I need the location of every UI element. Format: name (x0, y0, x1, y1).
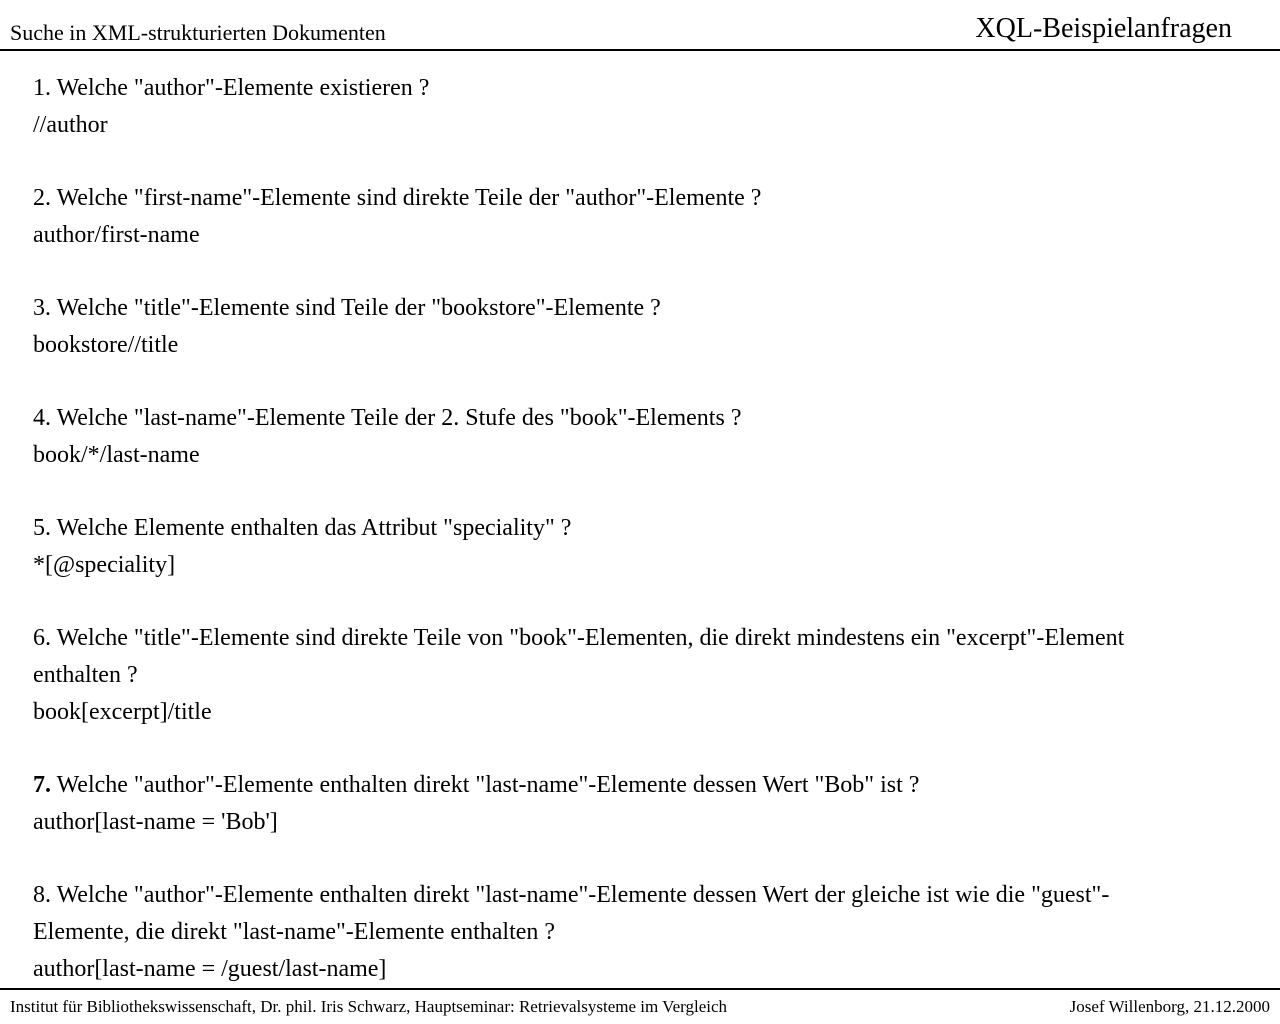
query-2: author/first-name (33, 222, 200, 248)
query-5: *[@speciality] (33, 552, 176, 578)
item-number-8: 8. (33, 882, 51, 908)
item-number-2: 2. (33, 185, 51, 211)
question-8 (33, 877, 1183, 951)
item-number-5: 5. (33, 515, 51, 541)
question-text-4: Welche "last-name"-Elemente Teile der 2. Stufe des "book"-Elements ? (56, 405, 742, 431)
query-6: book[excerpt]/title (33, 699, 212, 725)
slide-content (0, 51, 1280, 988)
question-text-7: Welche "author"-Elemente enthalten direkt "last-name"-Elemente dessen Wert "Bob" ist ? (56, 772, 920, 798)
question-text-1: Welche "author"-Elemente existieren ? (56, 75, 430, 101)
question-3 (33, 290, 1183, 327)
header-left-title: Suche in XML-strukturierten Dokumenten (10, 19, 386, 45)
item-number-7: 7. (33, 772, 51, 798)
item-number-6: 6. (33, 625, 51, 651)
qa-item-2 (33, 180, 1183, 254)
question-text-6: Welche "title"-Elemente sind direkte Teile von "book"-Elementen, die direkt mindestens ein "excerpt"-Element enthalten ? (33, 625, 1125, 688)
question-4 (33, 400, 1183, 437)
footer-right-text: Josef Willenborg, 21.12.2000 (1069, 997, 1270, 1016)
question-7 (33, 767, 1183, 804)
query-8: author[last-name = /guest/last-name] (33, 956, 387, 982)
qa-item-3 (33, 290, 1183, 364)
header-right-title: XQL-Beispielanfragen (975, 13, 1232, 45)
qa-item-4 (33, 400, 1183, 474)
question-2 (33, 180, 1183, 217)
qa-item-8 (33, 877, 1183, 988)
qa-item-5 (33, 510, 1183, 584)
item-number-1: 1. (33, 75, 51, 101)
question-text-3: Welche "title"-Elemente sind Teile der "bookstore"-Elemente ? (56, 295, 661, 321)
qa-item-7 (33, 767, 1183, 841)
query-3: bookstore//title (33, 332, 179, 358)
item-number-3: 3. (33, 295, 51, 321)
question-1 (33, 70, 1183, 107)
question-5 (33, 510, 1183, 547)
question-text-8: Welche "author"-Elemente enthalten direkt "last-name"-Elemente dessen Wert der gleiche ist wie die "guest"-Elemente, die direkt "last-name"-Elemente enthalten ? (33, 882, 1110, 945)
qa-item-6 (33, 620, 1183, 731)
question-6 (33, 620, 1183, 694)
slide-header (0, 0, 1280, 51)
question-text-2: Welche "first-name"-Elemente sind direkte Teile der "author"-Elemente ? (56, 185, 762, 211)
query-7: author[last-name = 'Bob'] (33, 809, 278, 835)
question-text-5: Welche Elemente enthalten das Attribut "speciality" ? (56, 515, 572, 541)
qa-item-1 (33, 70, 1183, 144)
item-number-4: 4. (33, 405, 51, 431)
query-4: book/*/last-name (33, 442, 200, 468)
footer-left-text: Institut für Bibliothekswissenschaft, Dr. phil. Iris Schwarz, Hauptseminar: Retrievalsysteme im Vergleich (10, 997, 728, 1016)
query-1: //author (33, 112, 108, 138)
slide-footer (0, 988, 1280, 1024)
